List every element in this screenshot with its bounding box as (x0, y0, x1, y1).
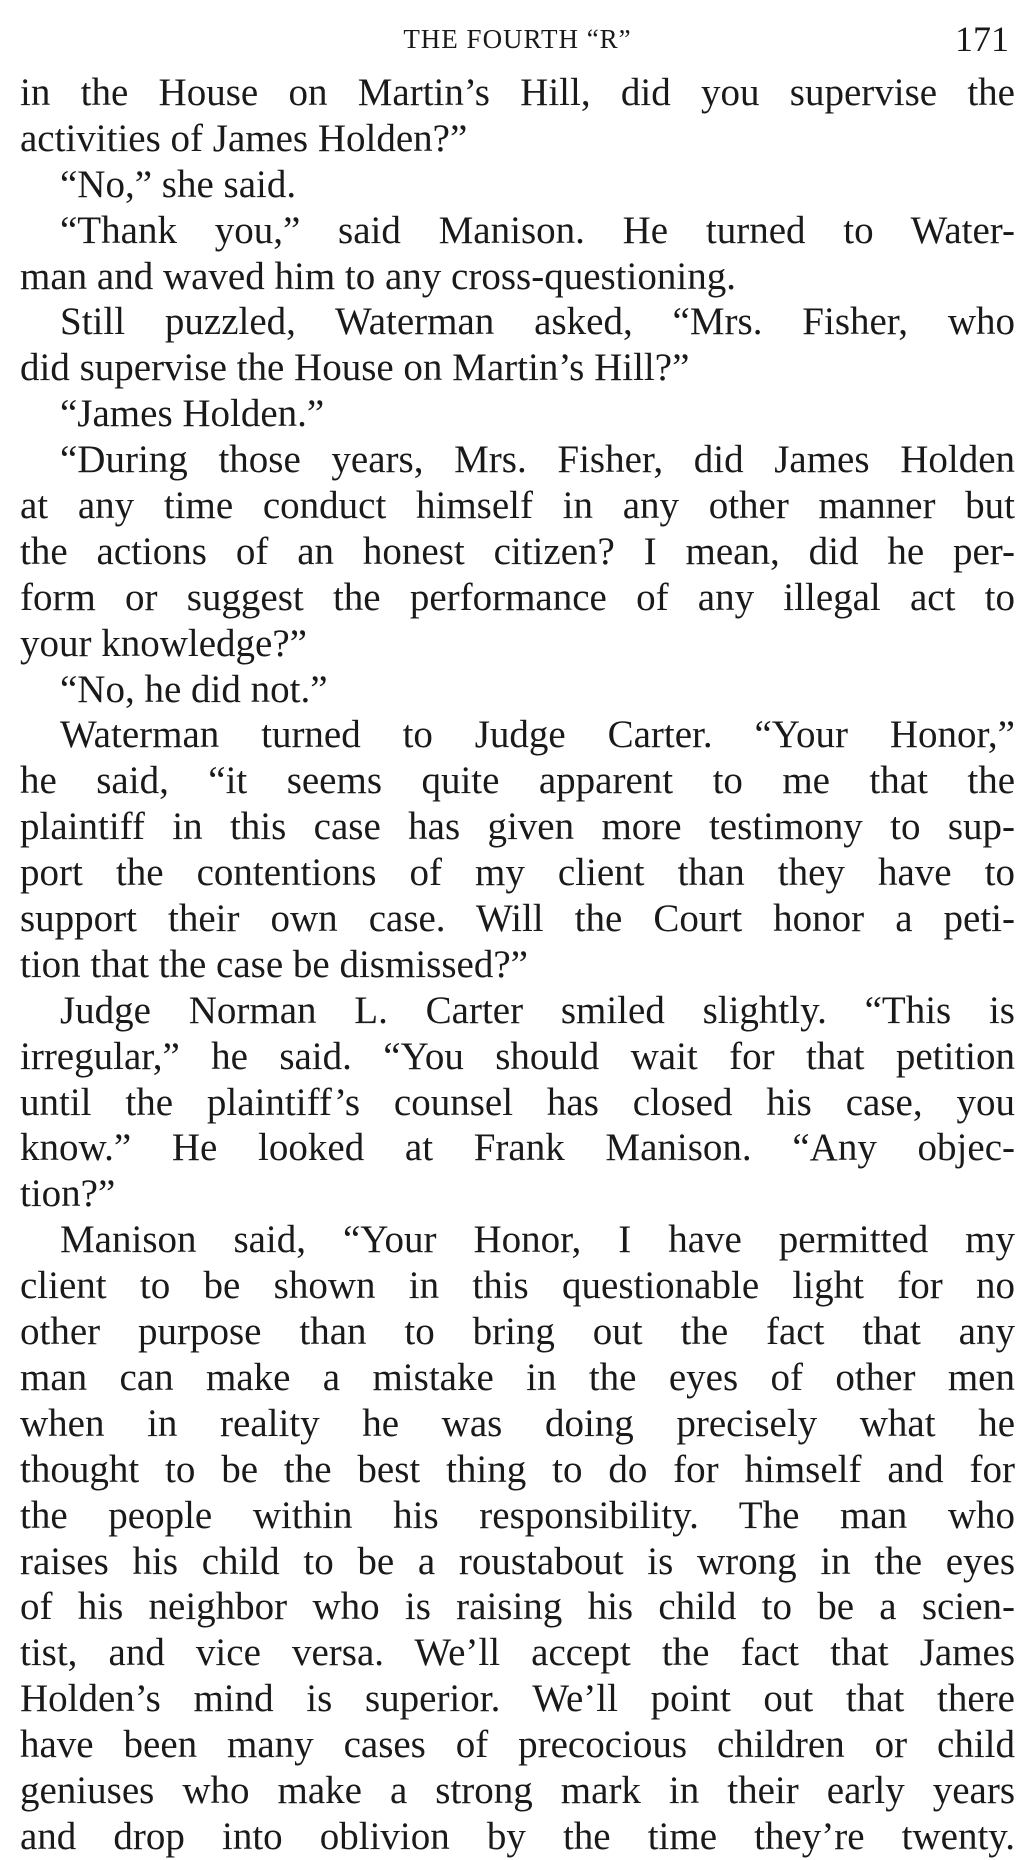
text-line: port the contentions of my client than they have to (20, 851, 1015, 895)
text-line: Manison said, “Your Honor, I have permitted my (60, 1218, 1015, 1262)
text-line: he said, “it seems quite apparent to me that the (20, 759, 1015, 803)
text-line: Still puzzled, Waterman asked, “Mrs. Fisher, who (60, 300, 1015, 344)
text-line: “No,” she said. (60, 162, 297, 206)
text-line: at any time conduct himself in any other manner but (20, 484, 1015, 528)
text-line: activities of James Holden?” (20, 116, 468, 160)
running-head (20, 14, 1015, 64)
text-line: “No, he did not.” (60, 667, 328, 711)
body-text (20, 70, 1015, 1860)
text-line: when in reality he was doing precisely what he (20, 1401, 1015, 1445)
text-line: man and waved him to any cross-questioning. (20, 254, 736, 298)
text-line: know.” He looked at Frank Manison. “Any objec- (20, 1126, 1015, 1170)
text-line: form or suggest the performance of any illegal act to (20, 575, 1015, 619)
text-line: plaintiff in this case has given more testimony to sup- (20, 805, 1015, 849)
text-line: client to be shown in this questionable light for no (20, 1264, 1015, 1308)
text-line: have been many cases of precocious children or child (20, 1723, 1015, 1767)
text-line: until the plaintiff’s counsel has closed his case, you (20, 1080, 1015, 1124)
page-number: 171 (955, 19, 1009, 59)
text-line: the actions of an honest citizen? I mean, did he per- (20, 529, 1015, 573)
text-line: Waterman turned to Judge Carter. “Your Honor,” (60, 713, 1015, 757)
text-line: Judge Norman L. Carter smiled slightly. “This is (60, 988, 1015, 1032)
book-page (20, 14, 1015, 1860)
text-line: tion?” (20, 1172, 116, 1216)
text-line: support their own case. Will the Court honor a peti- (20, 897, 1015, 941)
text-line: did supervise the House on Martin’s Hill?” (20, 346, 690, 390)
text-line: tist, and vice versa. We’ll accept the fact that James (20, 1631, 1015, 1675)
text-line: “During those years, Mrs. Fisher, did James Holden (60, 438, 1015, 482)
text-line: in the House on Martin’s Hill, did you supervise the (20, 71, 1015, 114)
text-line: Holden’s mind is superior. We’ll point out that there (20, 1677, 1015, 1721)
text-line: other purpose than to bring out the fact that any (20, 1310, 1015, 1354)
text-line: “Thank you,” said Manison. He turned to Water- (60, 208, 1015, 252)
text-line: irregular,” he said. “You should wait for that petition (20, 1034, 1015, 1078)
text-line: man can make a mistake in the eyes of other men (20, 1355, 1015, 1399)
text-line: of his neighbor who is raising his child to be a scien- (20, 1585, 1015, 1629)
text-line: “James Holden.” (60, 392, 325, 436)
text-line: and drop into oblivion by the time they’re twenty. (20, 1814, 1015, 1858)
text-line: tion that the case be dismissed?” (20, 942, 528, 986)
text-line: the people within his responsibility. The man who (20, 1493, 1015, 1537)
running-title: THE FOURTH “R” (403, 24, 632, 54)
text-line: your knowledge?” (20, 621, 307, 665)
text-line: raises his child to be a roustabout is wrong in the eyes (20, 1539, 1015, 1583)
text-line: thought to be the best thing to do for himself and for (20, 1447, 1015, 1491)
text-line: geniuses who make a strong mark in their early years (20, 1768, 1015, 1812)
